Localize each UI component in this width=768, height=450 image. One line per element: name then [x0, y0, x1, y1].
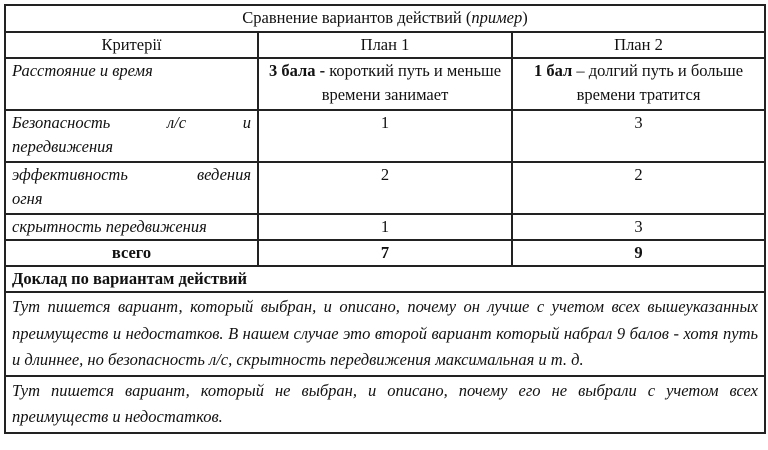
plan2-distance-time	[512, 58, 765, 110]
header-row	[5, 32, 765, 58]
header-plan1: План 1	[258, 32, 512, 58]
comparison-table	[4, 4, 766, 434]
report-chosen-text: Тут пишется вариант, который выбран, и описано, почему он лучше с учетом всех вышеуказанных преимуществ и недостатков. В нашем случае это второй вариант который набрал 9 балов - хотя путь и длиннее, но безопасность л/с, скрытность передвижения максимальная и т. д.	[5, 292, 765, 376]
table-row	[5, 214, 765, 240]
plan2-total: 9	[512, 240, 765, 266]
plan1-score-text: короткий путь и меньше времени занимает	[321, 61, 502, 104]
plan1-distance-time	[258, 58, 512, 110]
title-close-paren: )	[522, 8, 528, 27]
report-chosen-row	[5, 292, 765, 376]
plan1-fire-efficiency: 2	[258, 162, 512, 214]
plan2-stealth: 3	[512, 214, 765, 240]
total-label: всего	[5, 240, 258, 266]
criterion-safety-line2: передвижения	[12, 137, 114, 156]
comparison-document	[4, 4, 764, 434]
report-heading-row	[5, 266, 765, 292]
plan2-safety: 3	[512, 110, 765, 162]
plan1-stealth: 1	[258, 214, 512, 240]
header-criteria: Критерії	[5, 32, 258, 58]
header-plan2: План 2	[512, 32, 765, 58]
report-heading: Доклад по вариантам действий	[5, 266, 765, 292]
title-text: Сравнение вариантов действий (	[242, 8, 472, 27]
table-row	[5, 162, 765, 214]
report-not-chosen-text: Тут пишется вариант, который не выбран, и описано, почему его не выбрали с учетом всех преимуществ и недостатков.	[5, 376, 765, 433]
plan2-score-bold: 1 бал	[533, 61, 573, 80]
plan2-score-text: – долгий путь и больше времени тратится	[572, 61, 744, 104]
criterion-distance-time: Расстояние и время	[5, 58, 258, 110]
plan1-safety: 1	[258, 110, 512, 162]
criterion-fire-efficiency	[5, 162, 258, 214]
criterion-safety	[5, 110, 258, 162]
criterion-stealth: скрытность передвижения	[5, 214, 258, 240]
plan1-score-bold: 3 бала -	[268, 61, 326, 80]
title-row	[5, 5, 765, 32]
criterion-fire-line1: эффективность ведения	[12, 165, 251, 184]
criterion-safety-line1: Безопасность л/с и	[12, 113, 251, 132]
table-row	[5, 110, 765, 162]
title-italic-example: пример	[471, 8, 523, 27]
report-not-chosen-row	[5, 376, 765, 433]
plan1-total: 7	[258, 240, 512, 266]
table-title	[5, 5, 765, 32]
total-row	[5, 240, 765, 266]
criterion-fire-line2: огня	[12, 189, 43, 208]
plan2-fire-efficiency: 2	[512, 162, 765, 214]
table-row	[5, 58, 765, 110]
